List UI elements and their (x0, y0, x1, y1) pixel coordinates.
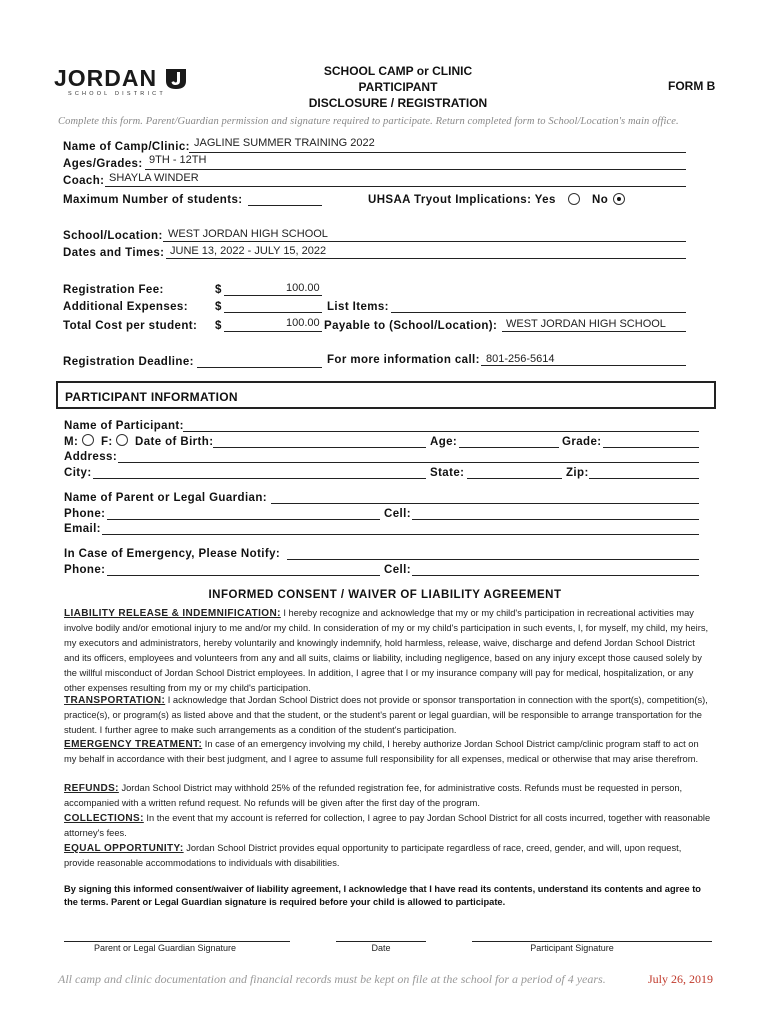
transportation-paragraph (64, 693, 712, 738)
guardian-name-field[interactable] (271, 503, 699, 504)
form-title (280, 63, 516, 111)
camp-name-line (189, 152, 686, 153)
records-retention-note: All camp and clinic documentation and financial records must be kept on file at the school for a period of 4 years. (58, 972, 606, 986)
signing-statement: By signing this informed consent/waiver of liability agreement, I acknowledge that I have read its contents, understand its contents and agree to the terms. Parent or Legal Guardian signature is required before your child is allowed to participate. (64, 884, 701, 907)
cell-field[interactable] (412, 519, 699, 520)
grades-line (145, 169, 686, 170)
list-items-field[interactable] (391, 312, 686, 313)
emergency-cell-field[interactable] (412, 575, 699, 576)
consent-title: INFORMED CONSENT / WAIVER OF LIABILITY AGREEMENT (208, 589, 562, 601)
participant-name-field[interactable] (183, 431, 699, 432)
emergency-phone-field[interactable] (107, 575, 380, 576)
total-cost-field[interactable]: 100.00 (286, 317, 320, 329)
city-field[interactable] (93, 478, 426, 479)
form-title-line-3: DISCLOSURE / REGISTRATION (308, 96, 488, 110)
refunds-paragraph (64, 781, 712, 811)
participant-signature-field[interactable] (472, 941, 712, 942)
form-id: FORM B (668, 79, 716, 93)
state-field[interactable] (467, 478, 562, 479)
emergency-contact-label: In Case of Emergency, Please Notify: (64, 548, 281, 560)
zip-field[interactable] (589, 478, 699, 479)
grades-field[interactable]: 9TH - 12TH (149, 154, 207, 166)
male-label: M: (64, 436, 79, 448)
liability-heading: LIABILITY RELEASE & INDEMNIFICATION: (64, 608, 281, 619)
registration-fee-field[interactable]: 100.00 (286, 282, 320, 294)
emergency-contact-field[interactable] (287, 559, 699, 560)
uhsaa-no-label: No (592, 194, 609, 206)
logo-tagline: SCHOOL DISTRICT (68, 91, 166, 97)
dates-label: Dates and Times: (63, 247, 165, 259)
transportation-heading: TRANSPORTATION: (64, 695, 166, 706)
cell-label: Cell: (384, 508, 411, 520)
email-field[interactable] (102, 534, 699, 535)
max-students-label: Maximum Number of students: (63, 194, 243, 206)
coach-line (105, 186, 686, 187)
more-info-line (481, 365, 686, 366)
refunds-text: Jordan School District may withhold 25% of the refunded registration fee, for administrative costs. Refunds must be requested in person, accompanied with a written refund request. No refunds will be given after the first day of the program. (64, 783, 683, 809)
more-info-phone: 801-256-5614 (486, 353, 555, 365)
location-field[interactable]: WEST JORDAN HIGH SCHOOL (168, 228, 328, 240)
form-title-line-1: SCHOOL CAMP or CLINIC (323, 64, 473, 78)
currency-symbol: $ (215, 301, 222, 313)
form-title-line-2: PARTICIPANT (358, 80, 438, 94)
collections-text: In the event that my account is referred for collection, I agree to pay Jordan School District for all costs incurred, together with reasonable attorney's fees. (64, 813, 711, 839)
emergency-cell-label: Cell: (384, 564, 411, 576)
transportation-text: I acknowledge that Jordan School District does not provide or sponsor transportation in connection with the sport(s), competition(s), practice(s), or program(s) as listed above and that the student, or the student's parent or legal guardian, will be responsible to arrange transportation for the student. I further agree to make such arrangements as a condition of the student's participation. (64, 695, 708, 736)
collections-heading: COLLECTIONS: (64, 813, 144, 824)
guardian-signature-label: Parent or Legal Guardian Signature (93, 943, 237, 953)
liability-paragraph (64, 606, 712, 697)
liability-text: I hereby recognize and acknowledge that my or my child's participation in recreational activities may involve bodily and/or emotional injury to me and/or my child. In consideration of my or my child's participation in such events, I, for myself, my child, my heirs, my executors and administrators, hereby voluntarily and knowingly indemnify, hold harmless, release, waive, discharge and defend Jordan School District and its officers, employees and volunteers from any and all suits, claims or liability, including negligence, based on any injury except those caused solely by the willful misconduct of Jordan School District employees. In addition, I agree that I or my insurance company will pay for medical, hospitalization, or any other expenses resulting from my or my child's participation. (64, 608, 709, 694)
registration-fee-line (224, 295, 322, 296)
female-label: F: (101, 436, 113, 448)
location-line (163, 241, 686, 242)
refunds-heading: REFUNDS: (64, 783, 119, 794)
coach-field[interactable]: SHAYLA WINDER (109, 172, 199, 184)
uhsaa-no-radio[interactable] (613, 193, 625, 205)
guardian-signature-field[interactable] (64, 941, 290, 942)
currency-symbol: $ (215, 320, 222, 332)
participant-signature-label: Participant Signature (530, 943, 614, 953)
additional-expenses-label: Additional Expenses: (63, 301, 188, 313)
jordan-j-shield-icon (165, 68, 187, 90)
equal-opportunity-paragraph (64, 841, 712, 871)
registration-fee-label: Registration Fee: (63, 284, 164, 296)
location-label: School/Location: (63, 230, 163, 242)
grade-label: Grade: (562, 436, 602, 448)
guardian-name-label: Name of Parent or Legal Guardian: (64, 492, 267, 504)
total-cost-label: Total Cost per student: (63, 320, 198, 332)
currency-symbol: $ (215, 284, 222, 296)
emergency-treatment-heading: EMERGENCY TREATMENT: (64, 739, 203, 750)
participant-name-label: Name of Participant: (64, 420, 184, 432)
signature-date-label: Date (371, 943, 391, 953)
emergency-treatment-text: In case of an emergency involving my child, I hereby authorize Jordan School District camp/clinic program staff to act on my behalf in accordance with their best judgment, and I agree to assume full responsibility for all expenses, medical or otherwise that may arise therefrom. (64, 739, 699, 765)
dob-label: Date of Birth: (135, 436, 214, 448)
female-radio[interactable] (116, 434, 128, 446)
instructions-text: Complete this form. Parent/Guardian permission and signature required to participate. Return completed form to School/Location's main office. (58, 116, 679, 127)
logo-wordmark: JORDAN (54, 65, 158, 91)
max-students-field[interactable] (248, 205, 322, 206)
emergency-phone-label: Phone: (64, 564, 106, 576)
dates-field[interactable]: JUNE 13, 2022 - JULY 15, 2022 (170, 245, 327, 257)
equal-opportunity-heading: EQUAL OPPORTUNITY: (64, 843, 184, 854)
more-info-label: For more information call: (327, 354, 480, 366)
phone-field[interactable] (107, 519, 380, 520)
grade-field[interactable] (603, 447, 699, 448)
payable-to-label: Payable to (School/Location): (324, 320, 498, 332)
state-label: State: (430, 467, 465, 479)
payable-to-field[interactable]: WEST JORDAN HIGH SCHOOL (506, 318, 666, 330)
district-logo (54, 66, 194, 100)
address-label: Address: (64, 451, 118, 463)
payable-to-line (502, 331, 686, 332)
uhsaa-label: UHSAA Tryout Implications: Yes (368, 194, 556, 206)
registration-deadline-label: Registration Deadline: (63, 356, 194, 368)
coach-label: Coach: (63, 175, 105, 187)
total-cost-line (224, 331, 322, 332)
male-radio[interactable] (82, 434, 94, 446)
collections-paragraph (64, 811, 712, 841)
age-field[interactable] (459, 447, 559, 448)
uhsaa-yes-radio[interactable] (568, 193, 580, 205)
additional-expenses-field[interactable] (224, 312, 322, 313)
dates-line (166, 258, 686, 259)
registration-deadline-field[interactable] (197, 367, 322, 368)
phone-label: Phone: (64, 508, 106, 520)
signature-date-field[interactable] (336, 941, 426, 942)
revision-date: July 26, 2019 (648, 972, 714, 986)
camp-name-field[interactable]: JAGLINE SUMMER TRAINING 2022 (194, 137, 375, 149)
camp-name-label: Name of Camp/Clinic: (63, 141, 190, 153)
grades-label: Ages/Grades: (63, 158, 143, 170)
address-field[interactable] (118, 462, 699, 463)
equal-opportunity-text: Jordan School District provides equal opportunity to participate regardless of race, creed, gender, and will, upon request, provide reasonable accommodations to individuals with disabilities. (64, 843, 682, 869)
city-label: City: (64, 467, 92, 479)
dob-field[interactable] (213, 447, 426, 448)
list-items-label: List Items: (327, 301, 389, 313)
email-label: Email: (64, 523, 101, 535)
participant-section-title: PARTICIPANT INFORMATION (65, 390, 238, 404)
emergency-treatment-paragraph (64, 737, 712, 767)
age-label: Age: (430, 436, 458, 448)
zip-label: Zip: (566, 467, 589, 479)
